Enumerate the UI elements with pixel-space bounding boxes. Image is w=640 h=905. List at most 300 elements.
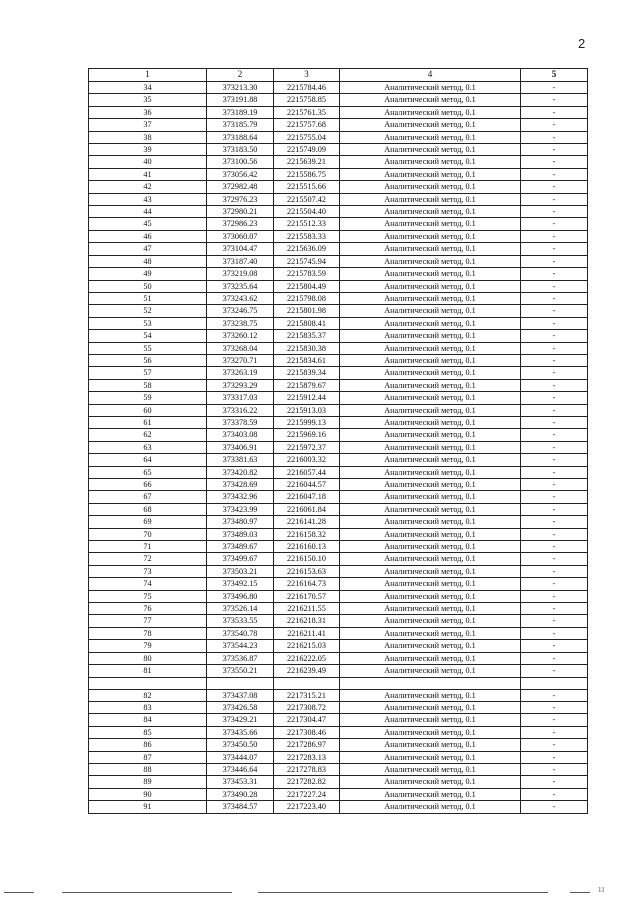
y-coordinate-cell: 2215835.37 [274,330,340,342]
coordinates-table [88,68,588,814]
x-coordinate-cell: 373480.97 [207,516,274,528]
table-header-row [89,69,588,82]
x-coordinate-cell: 373104.47 [207,243,274,255]
table-row [89,565,588,577]
method-cell: Аналитический метод, 0.1 [340,503,521,515]
method-cell: Аналитический метод, 0.1 [340,181,521,193]
y-coordinate-cell: 2215783.59 [274,268,340,280]
x-coordinate-cell: 373437.08 [207,689,274,701]
method-cell: Аналитический метод, 0.1 [340,627,521,639]
y-coordinate-cell: 2215583.33 [274,230,340,242]
point-number-cell: 79 [89,640,207,652]
point-number-cell: 72 [89,553,207,565]
point-number-cell: 34 [89,82,207,94]
table-row [89,701,588,713]
y-coordinate-cell: 2215761.35 [274,106,340,118]
note-cell: - [521,454,588,466]
point-number-cell: 60 [89,404,207,416]
note-cell: - [521,565,588,577]
y-coordinate-cell: 2216211.41 [274,627,340,639]
point-number-cell: 87 [89,751,207,763]
note-cell: - [521,354,588,366]
point-number-cell: 64 [89,454,207,466]
method-cell: Аналитический метод, 0.1 [340,379,521,391]
y-coordinate-cell: 2216150.10 [274,553,340,565]
table-row [89,491,588,503]
y-coordinate-cell: 2215798.08 [274,292,340,304]
y-coordinate-cell: 2217283.13 [274,751,340,763]
method-cell: Аналитический метод, 0.1 [340,665,521,677]
note-cell: - [521,603,588,615]
method-cell: Аналитический метод, 0.1 [340,714,521,726]
method-cell: Аналитический метод, 0.1 [340,701,521,713]
table-row [89,255,588,267]
point-number-cell: 48 [89,255,207,267]
point-number-cell: 35 [89,94,207,106]
note-cell: - [521,640,588,652]
point-number-cell: 75 [89,590,207,602]
method-cell: Аналитический метод, 0.1 [340,144,521,156]
y-coordinate-cell: 2215512.33 [274,218,340,230]
note-cell: - [521,305,588,317]
x-coordinate-cell: 373526.14 [207,603,274,615]
y-coordinate-cell: 2215830.38 [274,342,340,354]
y-coordinate-cell: 2215757.68 [274,119,340,131]
table-row [89,640,588,652]
x-coordinate-cell: 373268.04 [207,342,274,354]
table-row [89,503,588,515]
x-coordinate-cell: 373490.28 [207,788,274,800]
method-cell: Аналитический метод, 0.1 [340,491,521,503]
y-coordinate-cell: 2215507.42 [274,193,340,205]
y-coordinate-cell: 2216239.49 [274,665,340,677]
table-row [89,466,588,478]
method-cell: Аналитический метод, 0.1 [340,726,521,738]
point-number-cell: 88 [89,763,207,775]
note-cell: - [521,330,588,342]
point-number-cell: 38 [89,131,207,143]
point-number-cell: 52 [89,305,207,317]
table-row [89,354,588,366]
x-coordinate-cell: 373536.87 [207,652,274,664]
point-number-cell: 58 [89,379,207,391]
method-cell: Аналитический метод, 0.1 [340,305,521,317]
header-col-4: 4 [340,69,521,82]
point-number-cell: 91 [89,801,207,813]
footer-rule [570,892,590,893]
table-row [89,168,588,180]
method-cell: Аналитический метод, 0.1 [340,565,521,577]
note-cell: - [521,751,588,763]
x-coordinate-cell: 373060.07 [207,230,274,242]
point-number-cell: 66 [89,479,207,491]
table-row [89,305,588,317]
method-cell: Аналитический метод, 0.1 [340,193,521,205]
point-number-cell: 71 [89,541,207,553]
point-number-cell: 86 [89,739,207,751]
y-coordinate-cell: 2215834.61 [274,354,340,366]
table-row [89,528,588,540]
point-number-cell: 63 [89,441,207,453]
note-cell: - [521,292,588,304]
y-coordinate-cell: 2216003.32 [274,454,340,466]
table-row [89,714,588,726]
x-coordinate-cell: 373423.99 [207,503,274,515]
x-coordinate-cell: 372986.23 [207,218,274,230]
y-coordinate-cell: 2216218.31 [274,615,340,627]
note-cell: - [521,230,588,242]
y-coordinate-cell: 2217282.82 [274,776,340,788]
x-coordinate-cell: 373270.71 [207,354,274,366]
x-coordinate-cell: 373484.57 [207,801,274,813]
point-number-cell: 42 [89,181,207,193]
empty-cell [89,677,207,689]
point-number-cell: 61 [89,416,207,428]
point-number-cell: 37 [89,119,207,131]
point-number-cell: 39 [89,144,207,156]
table-row [89,553,588,565]
note-cell: - [521,503,588,515]
method-cell: Аналитический метод, 0.1 [340,119,521,131]
footer-rule [258,892,548,893]
point-number-cell: 77 [89,615,207,627]
method-cell: Аналитический метод, 0.1 [340,454,521,466]
x-coordinate-cell: 373540.78 [207,627,274,639]
x-coordinate-cell: 373432.96 [207,491,274,503]
table-row [89,763,588,775]
table-row [89,206,588,218]
x-coordinate-cell: 373420.82 [207,466,274,478]
x-coordinate-cell: 373260.12 [207,330,274,342]
x-coordinate-cell: 373238.75 [207,317,274,329]
note-cell: - [521,615,588,627]
method-cell: Аналитический метод, 0.1 [340,230,521,242]
note-cell: - [521,429,588,441]
table-row [89,280,588,292]
table-row [89,367,588,379]
x-coordinate-cell: 373550.21 [207,665,274,677]
point-number-cell: 57 [89,367,207,379]
x-coordinate-cell: 373492.15 [207,578,274,590]
method-cell: Аналитический метод, 0.1 [340,82,521,94]
point-number-cell: 36 [89,106,207,118]
empty-cell [521,677,588,689]
y-coordinate-cell: 2217223.40 [274,801,340,813]
note-cell: - [521,379,588,391]
note-cell: - [521,491,588,503]
method-cell: Аналитический метод, 0.1 [340,441,521,453]
note-cell: - [521,627,588,639]
y-coordinate-cell: 2215515.66 [274,181,340,193]
note-cell: - [521,243,588,255]
method-cell: Аналитический метод, 0.1 [340,541,521,553]
x-coordinate-cell: 373381.63 [207,454,274,466]
note-cell: - [521,763,588,775]
table-row [89,243,588,255]
method-cell: Аналитический метод, 0.1 [340,404,521,416]
method-cell: Аналитический метод, 0.1 [340,131,521,143]
point-number-cell: 62 [89,429,207,441]
table-row [89,330,588,342]
note-cell: - [521,206,588,218]
y-coordinate-cell: 2216044.57 [274,479,340,491]
empty-cell [340,677,521,689]
point-number-cell: 59 [89,392,207,404]
table-row [89,726,588,738]
note-cell: - [521,441,588,453]
x-coordinate-cell: 373183.50 [207,144,274,156]
footer-rule [4,892,34,893]
table-row [89,230,588,242]
x-coordinate-cell: 373435.66 [207,726,274,738]
note-cell: - [521,689,588,701]
y-coordinate-cell: 2216222.05 [274,652,340,664]
note-cell: - [521,578,588,590]
point-number-cell: 90 [89,788,207,800]
y-coordinate-cell: 2216211.55 [274,603,340,615]
note-cell: - [521,367,588,379]
method-cell: Аналитический метод, 0.1 [340,590,521,602]
method-cell: Аналитический метод, 0.1 [340,689,521,701]
y-coordinate-cell: 2215804.49 [274,280,340,292]
x-coordinate-cell: 373263.19 [207,367,274,379]
y-coordinate-cell: 2216047.18 [274,491,340,503]
y-coordinate-cell: 2215839.34 [274,367,340,379]
x-coordinate-cell: 373188.64 [207,131,274,143]
note-cell: - [521,144,588,156]
header-col-1: 1 [89,69,207,82]
y-coordinate-cell: 2215504.40 [274,206,340,218]
point-number-cell: 55 [89,342,207,354]
header-col-2: 2 [207,69,274,82]
x-coordinate-cell: 373246.75 [207,305,274,317]
point-number-cell: 82 [89,689,207,701]
x-coordinate-cell: 373243.62 [207,292,274,304]
table-body [89,82,588,814]
method-cell: Аналитический метод, 0.1 [340,156,521,168]
point-number-cell: 78 [89,627,207,639]
note-cell: - [521,590,588,602]
note-cell: - [521,553,588,565]
y-coordinate-cell: 2215912.44 [274,392,340,404]
point-number-cell: 85 [89,726,207,738]
table-row [89,404,588,416]
method-cell: Аналитический метод, 0.1 [340,416,521,428]
note-cell: - [521,168,588,180]
method-cell: Аналитический метод, 0.1 [340,516,521,528]
table-row [89,441,588,453]
y-coordinate-cell: 2215808.41 [274,317,340,329]
method-cell: Аналитический метод, 0.1 [340,255,521,267]
x-coordinate-cell: 373450.50 [207,739,274,751]
note-cell: - [521,106,588,118]
table-row [89,590,588,602]
note-cell: - [521,516,588,528]
point-number-cell: 83 [89,701,207,713]
y-coordinate-cell: 2215801.98 [274,305,340,317]
note-cell: - [521,416,588,428]
empty-cell [274,677,340,689]
x-coordinate-cell: 373544.23 [207,640,274,652]
method-cell: Аналитический метод, 0.1 [340,367,521,379]
y-coordinate-cell: 2217315.21 [274,689,340,701]
method-cell: Аналитический метод, 0.1 [340,776,521,788]
method-cell: Аналитический метод, 0.1 [340,268,521,280]
x-coordinate-cell: 372982.48 [207,181,274,193]
point-number-cell: 76 [89,603,207,615]
method-cell: Аналитический метод, 0.1 [340,168,521,180]
note-cell: - [521,726,588,738]
note-cell: - [521,466,588,478]
method-cell: Аналитический метод, 0.1 [340,553,521,565]
note-cell: - [521,528,588,540]
note-cell: - [521,541,588,553]
note-cell: - [521,268,588,280]
page-number: 2 [578,36,586,51]
x-coordinate-cell: 373406.91 [207,441,274,453]
method-cell: Аналитический метод, 0.1 [340,106,521,118]
note-cell: - [521,788,588,800]
table-row [89,317,588,329]
note-cell: - [521,714,588,726]
method-cell: Аналитический метод, 0.1 [340,429,521,441]
point-number-cell: 73 [89,565,207,577]
y-coordinate-cell: 2217308.46 [274,726,340,738]
x-coordinate-cell: 373316.22 [207,404,274,416]
method-cell: Аналитический метод, 0.1 [340,280,521,292]
y-coordinate-cell: 2215972.37 [274,441,340,453]
y-coordinate-cell: 2215879.67 [274,379,340,391]
note-cell: - [521,701,588,713]
method-cell: Аналитический метод, 0.1 [340,342,521,354]
point-number-cell: 40 [89,156,207,168]
point-number-cell: 70 [89,528,207,540]
table-row [89,689,588,701]
point-number-cell: 54 [89,330,207,342]
table-row [89,652,588,664]
footer-rule [62,892,232,893]
x-coordinate-cell: 373444.07 [207,751,274,763]
table-row [89,144,588,156]
y-coordinate-cell: 2215639.21 [274,156,340,168]
point-number-cell: 50 [89,280,207,292]
x-coordinate-cell: 373429.21 [207,714,274,726]
y-coordinate-cell: 2216158.32 [274,528,340,540]
table-row [89,106,588,118]
method-cell: Аналитический метод, 0.1 [340,330,521,342]
table-row [89,82,588,94]
y-coordinate-cell: 2217304.47 [274,714,340,726]
x-coordinate-cell: 373453.31 [207,776,274,788]
method-cell: Аналитический метод, 0.1 [340,652,521,664]
point-number-cell: 80 [89,652,207,664]
table-row [89,739,588,751]
point-number-cell: 69 [89,516,207,528]
x-coordinate-cell: 373378.59 [207,416,274,428]
point-number-cell: 41 [89,168,207,180]
y-coordinate-cell: 2217286.97 [274,739,340,751]
y-coordinate-cell: 2215784.46 [274,82,340,94]
y-coordinate-cell: 2215745.94 [274,255,340,267]
note-cell: - [521,342,588,354]
note-cell: - [521,404,588,416]
y-coordinate-cell: 2215586.75 [274,168,340,180]
table-row [89,119,588,131]
method-cell: Аналитический метод, 0.1 [340,578,521,590]
x-coordinate-cell: 373426.58 [207,701,274,713]
header-col-3: 3 [274,69,340,82]
point-number-cell: 74 [89,578,207,590]
y-coordinate-cell: 2216160.13 [274,541,340,553]
note-cell: - [521,776,588,788]
table-row [89,454,588,466]
x-coordinate-cell: 373533.55 [207,615,274,627]
empty-cell [207,677,274,689]
note-cell: - [521,652,588,664]
table-row [89,156,588,168]
table-row [89,218,588,230]
y-coordinate-cell: 2216061.84 [274,503,340,515]
y-coordinate-cell: 2215913.03 [274,404,340,416]
note-cell: - [521,82,588,94]
table-row [89,751,588,763]
table-row [89,292,588,304]
note-cell: - [521,218,588,230]
method-cell: Аналитический метод, 0.1 [340,317,521,329]
x-coordinate-cell: 373403.08 [207,429,274,441]
note-cell: - [521,392,588,404]
x-coordinate-cell: 373213.30 [207,82,274,94]
x-coordinate-cell: 372980.21 [207,206,274,218]
point-number-cell: 56 [89,354,207,366]
point-number-cell: 45 [89,218,207,230]
method-cell: Аналитический метод, 0.1 [340,354,521,366]
y-coordinate-cell: 2215969.16 [274,429,340,441]
table-row [89,131,588,143]
x-coordinate-cell: 373219.08 [207,268,274,280]
note-cell: - [521,119,588,131]
method-cell: Аналитический метод, 0.1 [340,640,521,652]
note-cell: - [521,280,588,292]
note-cell: - [521,156,588,168]
table-row [89,181,588,193]
table-row [89,392,588,404]
x-coordinate-cell: 373189.19 [207,106,274,118]
x-coordinate-cell: 373499.67 [207,553,274,565]
note-cell: - [521,739,588,751]
y-coordinate-cell: 2215999.13 [274,416,340,428]
table-row [89,379,588,391]
point-number-cell: 53 [89,317,207,329]
y-coordinate-cell: 2217308.72 [274,701,340,713]
method-cell: Аналитический метод, 0.1 [340,466,521,478]
y-coordinate-cell: 2216153.63 [274,565,340,577]
table-row [89,416,588,428]
method-cell: Аналитический метод, 0.1 [340,615,521,627]
table-row [89,788,588,800]
table-row [89,429,588,441]
x-coordinate-cell: 373496.80 [207,590,274,602]
x-coordinate-cell: 373191.88 [207,94,274,106]
x-coordinate-cell: 373489.03 [207,528,274,540]
y-coordinate-cell: 2217227.24 [274,788,340,800]
x-coordinate-cell: 373503.21 [207,565,274,577]
method-cell: Аналитический метод, 0.1 [340,751,521,763]
table-row [89,342,588,354]
table-row [89,776,588,788]
note-cell: - [521,131,588,143]
point-number-cell: 65 [89,466,207,478]
